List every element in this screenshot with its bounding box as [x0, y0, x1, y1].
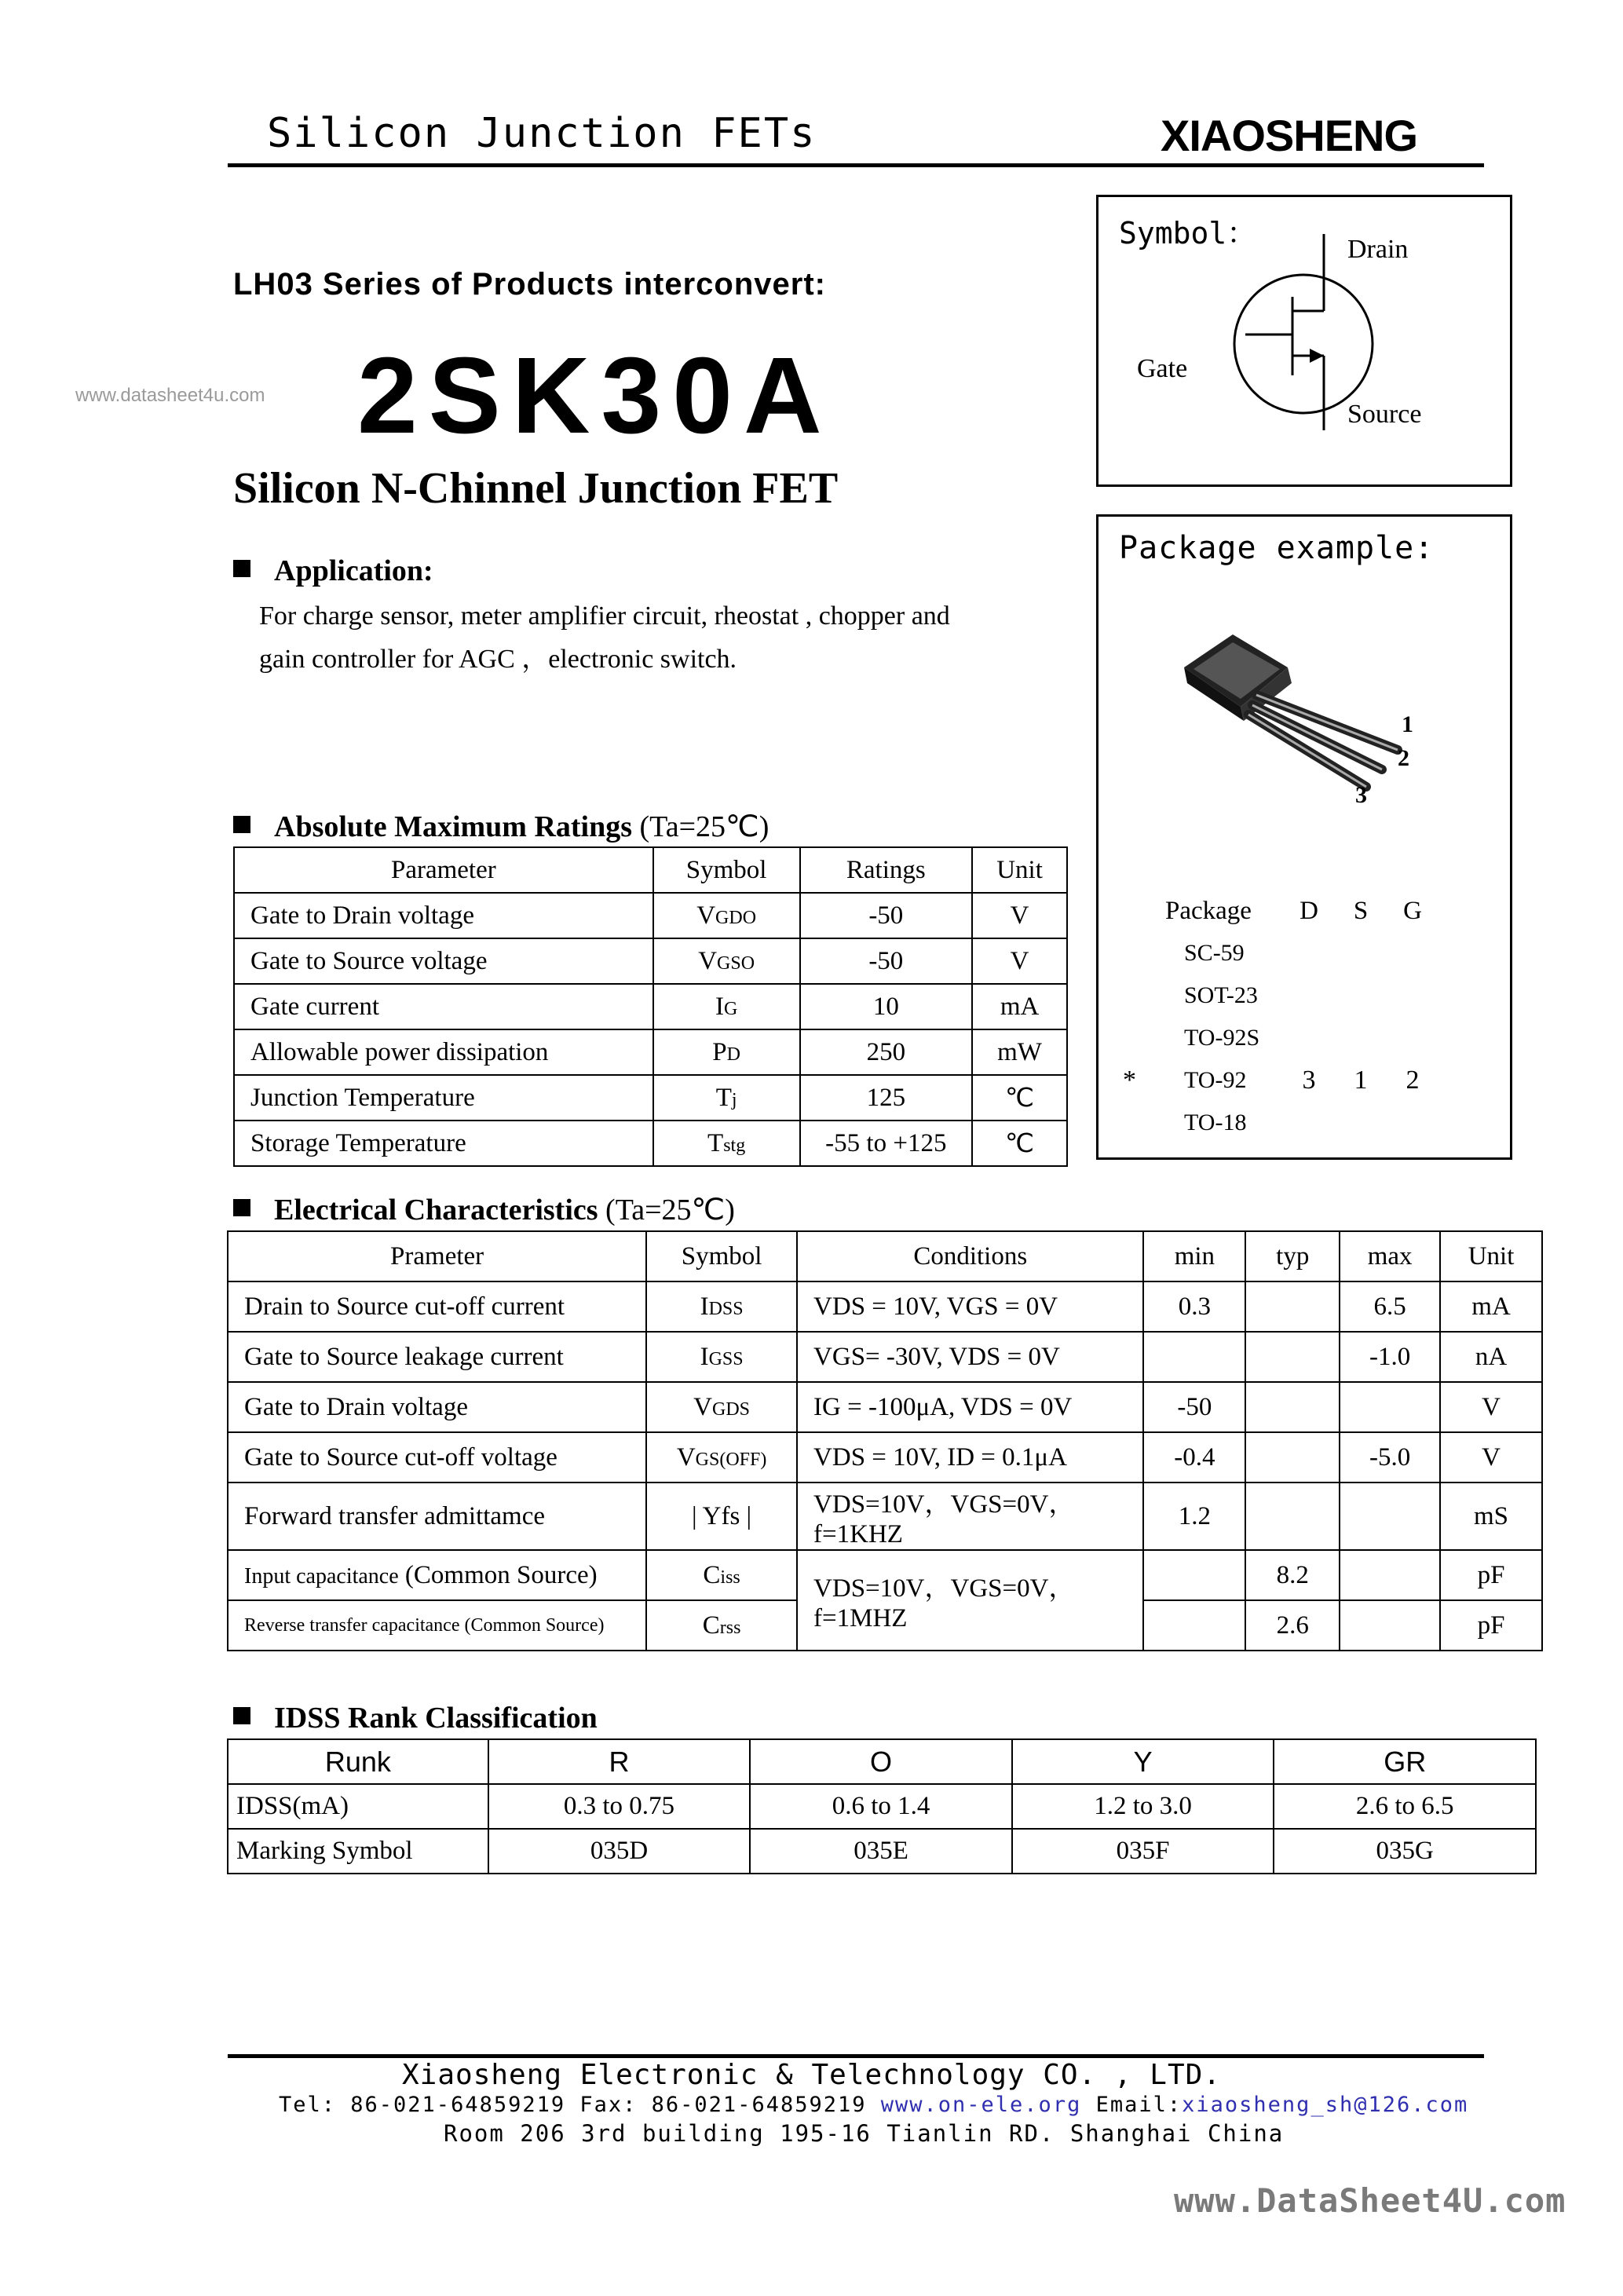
electrical-characteristics-table [227, 1230, 1543, 1651]
amr-row [234, 1075, 1067, 1121]
ec-header-row [228, 1231, 1542, 1281]
package-row [1123, 974, 1438, 1017]
package-pin-s [1335, 1017, 1387, 1059]
part-number: 2SK30A [357, 335, 833, 456]
footer-website-link[interactable]: www.on-ele.org [880, 2093, 1082, 2117]
package-col-header: D [1299, 896, 1318, 925]
package-mark [1123, 974, 1156, 1017]
ec-col-header: min [1143, 1231, 1245, 1281]
ec-heading [233, 1192, 735, 1227]
package-pin-s [1335, 1102, 1387, 1144]
pin-1-label: 1 [1402, 711, 1413, 737]
package-mark [1123, 1102, 1156, 1144]
ec-row [228, 1483, 1542, 1550]
symbol-source-label: Source [1347, 400, 1422, 429]
bullet-icon [233, 816, 250, 833]
ec-conditions: VDS=10V，VGS=0V，f=1KHZ [797, 1483, 1143, 1550]
amr-unit: mW [972, 1029, 1067, 1075]
package-name: SOT-23 [1184, 982, 1258, 1008]
footer-fax: Fax: 86-021-64859219 [579, 2093, 867, 2117]
package-pin-g [1387, 1102, 1438, 1144]
symbol-gate-label: Gate [1137, 354, 1188, 383]
footer-email-link[interactable]: xiaosheng_sh@126.com [1182, 2093, 1469, 2117]
amr-header-row [234, 847, 1067, 893]
amr-row [234, 893, 1067, 938]
package-row [1123, 932, 1438, 974]
ec-col-header: typ [1245, 1231, 1340, 1281]
amr-rating: -50 [800, 893, 973, 938]
pin-3-label: 3 [1355, 782, 1367, 808]
package-pin-d: 3 [1302, 1066, 1316, 1095]
ec-param: Gate to Source cut-off voltage [228, 1432, 646, 1483]
package-col-header: G [1403, 896, 1422, 925]
ec-typ [1245, 1432, 1340, 1483]
amr-param: Allowable power dissipation [234, 1029, 653, 1075]
amr-unit: ℃ [972, 1075, 1067, 1121]
ec-max: -5.0 [1340, 1432, 1440, 1483]
amr-rating: 125 [800, 1075, 973, 1121]
package-row [1123, 1102, 1438, 1144]
package-row [1123, 1017, 1438, 1059]
ec-symbol: | Yfs | [646, 1483, 797, 1550]
ec-param: Gate to Source leakage current [228, 1332, 646, 1382]
ec-conditions: VGS= -30V, VDS = 0V [797, 1332, 1143, 1382]
amr-unit: ℃ [972, 1121, 1067, 1166]
document-header-title: Silicon Junction FETs [267, 110, 817, 157]
ec-symbol: IGSS [646, 1332, 797, 1382]
ec-param: Drain to Source cut-off current [228, 1281, 646, 1332]
application-heading [233, 554, 433, 588]
package-pin-s: 1 [1354, 1066, 1368, 1095]
ec-unit: mA [1440, 1281, 1542, 1332]
idss-heading [233, 1701, 598, 1735]
ec-conditions: VDS = 10V, VGS = 0V [797, 1281, 1143, 1332]
ec-min: -50 [1143, 1382, 1245, 1432]
ec-min [1143, 1332, 1245, 1382]
ec-min [1143, 1550, 1245, 1600]
ec-row [228, 1432, 1542, 1483]
amr-param: Gate current [234, 984, 653, 1029]
ec-min: 0.3 [1143, 1281, 1245, 1332]
brand-name: XIAOSHENG [1161, 111, 1418, 160]
amr-row [234, 1121, 1067, 1166]
bullet-icon [233, 1707, 250, 1724]
idss-cell: Y [1012, 1739, 1274, 1784]
amr-param: Gate to Drain voltage [234, 893, 653, 938]
idss-heading-text: IDSS Rank Classification [274, 1702, 598, 1735]
idss-cell: 0.6 to 1.4 [750, 1784, 1012, 1829]
ec-symbol: IDSS [646, 1281, 797, 1332]
package-name: TO-18 [1184, 1110, 1247, 1135]
package-header-row [1123, 890, 1438, 932]
amr-symbol: Tstg [653, 1121, 800, 1166]
amr-symbol: IG [653, 984, 800, 1029]
watermark-bottom: www.DataSheet4U.com [1174, 2181, 1566, 2220]
ec-param: Forward transfer admittamce [228, 1483, 646, 1550]
ec-row [228, 1550, 1542, 1600]
ec-min: -0.4 [1143, 1432, 1245, 1483]
package-pin-d [1283, 1102, 1335, 1144]
ec-conditions: IG = -100μA, VDS = 0V [797, 1382, 1143, 1432]
footer-company: Xiaosheng Electronic & Telechnology CO. , LTD. [402, 2059, 1221, 2091]
idss-cell: GR [1274, 1739, 1536, 1784]
ec-max: -1.0 [1340, 1332, 1440, 1382]
ec-symbol: Crss [646, 1600, 797, 1651]
ec-typ [1245, 1281, 1340, 1332]
amr-rating: 250 [800, 1029, 973, 1075]
bullet-icon [233, 1199, 250, 1216]
amr-symbol: Tj [653, 1075, 800, 1121]
amr-col-header: Symbol [653, 847, 800, 893]
package-pin-s [1335, 974, 1387, 1017]
pin-2-label: 2 [1398, 745, 1409, 771]
to92-package-icon [1170, 620, 1429, 809]
ec-heading-text: Electrical Characteristics [274, 1194, 598, 1227]
application-line-2: gain controller for AGC ，electronic switch. [259, 645, 737, 674]
amr-row [234, 938, 1067, 984]
ec-max [1340, 1382, 1440, 1432]
amr-rating: 10 [800, 984, 973, 1029]
jfet-symbol-icon [1096, 195, 1512, 487]
package-pin-s [1335, 932, 1387, 974]
amr-heading [233, 809, 769, 844]
ec-conditions: VDS=10V，VGS=0V，f=1MHZ [797, 1550, 1143, 1651]
idss-rank-table [227, 1738, 1537, 1874]
ec-heading-note: (Ta=25℃) [605, 1194, 735, 1227]
amr-param: Junction Temperature [234, 1075, 653, 1121]
ec-typ [1245, 1483, 1340, 1550]
symbol-drain-label: Drain [1347, 235, 1409, 264]
package-mark [1123, 932, 1156, 974]
package-label: Package example: [1119, 530, 1435, 566]
amr-rating: -50 [800, 938, 973, 984]
ec-row [228, 1332, 1542, 1382]
ec-col-header: max [1340, 1231, 1440, 1281]
package-row [1123, 1059, 1438, 1102]
footer-email-label: Email: [1095, 2093, 1183, 2117]
idss-cell: 2.6 to 6.5 [1274, 1784, 1536, 1829]
ec-min [1143, 1600, 1245, 1651]
package-pinout-table [1123, 890, 1438, 1144]
package-mark: * [1123, 1066, 1136, 1095]
ec-row [228, 1281, 1542, 1332]
header-rule [228, 163, 1484, 167]
ec-col-header: Conditions [797, 1231, 1143, 1281]
ec-param: Reverse transfer capacitance (Common Source) [228, 1600, 646, 1651]
ec-conditions: VDS = 10V, ID = 0.1μA [797, 1432, 1143, 1483]
amr-symbol: VGSO [653, 938, 800, 984]
ec-unit: V [1440, 1432, 1542, 1483]
amr-col-header: Parameter [234, 847, 653, 893]
symbol-label: Symbol： [1119, 216, 1257, 250]
package-col-header: S [1353, 896, 1369, 925]
ec-max [1340, 1550, 1440, 1600]
footer-rule [228, 2054, 1484, 2058]
amr-unit: V [972, 938, 1067, 984]
amr-rating: -55 to +125 [800, 1121, 973, 1166]
amr-col-header: Unit [972, 847, 1067, 893]
ec-min: 1.2 [1143, 1483, 1245, 1550]
ec-symbol: VGDS [646, 1382, 797, 1432]
ec-typ: 2.6 [1245, 1600, 1340, 1651]
idss-cell: Marking Symbol [228, 1829, 488, 1874]
idss-cell: Runk [228, 1739, 488, 1784]
series-line: LH03 Series of Products interconvert: [233, 267, 826, 302]
package-pin-d [1283, 932, 1335, 974]
amr-heading-text: Absolute Maximum Ratings [274, 810, 633, 843]
ec-col-header: Unit [1440, 1231, 1542, 1281]
ec-param: Input capacitance (Common Source) [228, 1550, 646, 1600]
footer-tel: Tel: 86-021-64859219 [279, 2093, 566, 2117]
package-name: TO-92 [1184, 1067, 1247, 1093]
idss-range-row [228, 1784, 1536, 1829]
footer-contact [279, 2093, 1468, 2117]
ec-symbol: VGS(OFF) [646, 1432, 797, 1483]
ec-row [228, 1382, 1542, 1432]
idss-cell: 035F [1012, 1829, 1274, 1874]
idss-marking-row [228, 1829, 1536, 1874]
amr-param: Gate to Source voltage [234, 938, 653, 984]
idss-cell: O [750, 1739, 1012, 1784]
application-heading-text: Application: [274, 554, 433, 587]
ec-param: Gate to Drain voltage [228, 1382, 646, 1432]
ec-symbol: Ciss [646, 1550, 797, 1600]
package-pin-g [1387, 974, 1438, 1017]
ec-unit: nA [1440, 1332, 1542, 1382]
application-text [259, 594, 1060, 681]
ec-typ [1245, 1382, 1340, 1432]
ec-typ: 8.2 [1245, 1550, 1340, 1600]
amr-heading-note: (Ta=25℃) [639, 810, 769, 843]
subtitle: Silicon N-Chinnel Junction FET [233, 464, 839, 513]
footer-address: Room 206 3rd building 195-16 Tianlin RD. Shanghai China [444, 2120, 1285, 2147]
ec-col-header: Symbol [646, 1231, 797, 1281]
amr-param: Storage Temperature [234, 1121, 653, 1166]
bullet-icon [233, 560, 250, 577]
package-pin-g [1387, 932, 1438, 974]
amr-unit: mA [972, 984, 1067, 1029]
ec-unit: pF [1440, 1600, 1542, 1651]
idss-cell: 1.2 to 3.0 [1012, 1784, 1274, 1829]
package-pin-g: 2 [1406, 1066, 1420, 1095]
absolute-maximum-ratings-table [233, 846, 1068, 1167]
package-name: TO-92S [1184, 1025, 1260, 1051]
ec-unit: mS [1440, 1483, 1542, 1550]
idss-cell: IDSS(mA) [228, 1784, 488, 1829]
amr-unit: V [972, 893, 1067, 938]
package-mark [1123, 1017, 1156, 1059]
amr-symbol: VGDO [653, 893, 800, 938]
idss-cell: R [488, 1739, 751, 1784]
package-col-header: Package [1165, 896, 1252, 925]
ec-max [1340, 1600, 1440, 1651]
application-line-1: For charge sensor, meter amplifier circuit, rheostat , chopper and [259, 601, 950, 631]
idss-cell: 0.3 to 0.75 [488, 1784, 751, 1829]
amr-row [234, 1029, 1067, 1075]
idss-header-row [228, 1739, 1536, 1784]
ec-unit: pF [1440, 1550, 1542, 1600]
idss-cell: 035D [488, 1829, 751, 1874]
ec-unit: V [1440, 1382, 1542, 1432]
package-pin-g [1387, 1017, 1438, 1059]
package-pin-d [1283, 974, 1335, 1017]
watermark-top: www.datasheet4u.com [75, 385, 265, 406]
amr-col-header: Ratings [800, 847, 973, 893]
package-name: SC-59 [1184, 940, 1245, 966]
amr-row [234, 984, 1067, 1029]
ec-max [1340, 1483, 1440, 1550]
ec-typ [1245, 1332, 1340, 1382]
ec-max: 6.5 [1340, 1281, 1440, 1332]
amr-symbol: PD [653, 1029, 800, 1075]
package-pin-d [1283, 1017, 1335, 1059]
idss-cell: 035G [1274, 1829, 1536, 1874]
idss-cell: 035E [750, 1829, 1012, 1874]
ec-col-header: Prameter [228, 1231, 646, 1281]
